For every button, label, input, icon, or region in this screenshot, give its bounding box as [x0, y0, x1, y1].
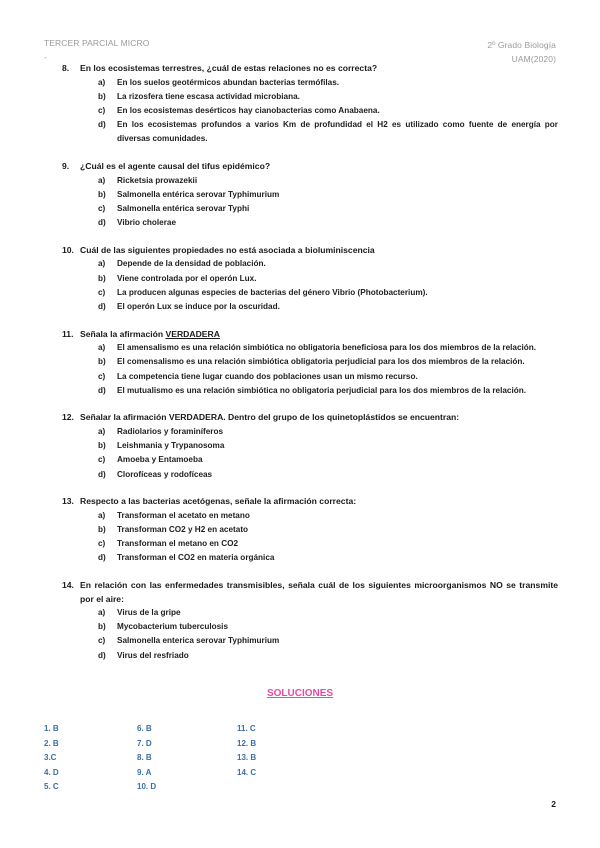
solution-item: 10. D	[137, 782, 157, 791]
question-stem-emphasis: VERDADERA	[165, 328, 220, 339]
header-university: UAM(2020)	[511, 54, 556, 64]
option	[98, 286, 558, 300]
option	[98, 174, 558, 188]
header-title: TERCER PARCIAL MICRO	[44, 38, 150, 48]
question-number: 11.	[62, 328, 74, 339]
option-letter: a)	[98, 77, 106, 87]
option-letter: d)	[98, 218, 106, 228]
page-number: 2	[551, 799, 556, 809]
question-number: 12.	[62, 412, 74, 423]
option-letter: c)	[98, 539, 106, 549]
solutions-column-2	[137, 722, 156, 795]
option-text: La rizosfera tiene escasa actividad microbiana.	[117, 91, 300, 101]
option-text: El amensalismo es una relación simbiótica no obligatoria beneficiosa para los dos miembros de la relación.	[117, 343, 537, 353]
option-letter: a)	[98, 426, 106, 436]
option-letter: a)	[98, 510, 106, 520]
option-letter: a)	[98, 343, 106, 353]
solution-item: 6. B	[137, 724, 152, 733]
option-text: El comensalismo es una relación simbiótica obligatoria perjudicial para los dos miembros de la relación.	[117, 357, 525, 367]
option-text: En los ecosistemas profundos a varios Km de profundidad el H2 es utilizado como fuente de energía por diversas comunidades.	[117, 120, 558, 144]
header-dash: -	[44, 52, 47, 62]
option-letter: c)	[98, 287, 106, 297]
option-text: Virus de la gripe	[117, 608, 181, 618]
question-number: 8.	[62, 63, 70, 73]
option-letter: c)	[98, 636, 106, 646]
solution-item: 3.C	[44, 753, 57, 762]
solution-item: 1. B	[44, 724, 59, 733]
option-letter: c)	[98, 455, 106, 465]
option	[98, 341, 558, 355]
option-letter: b)	[98, 91, 106, 101]
option-text: El mutualismo es una relación simbiótica no obligatoria perjudicial para los dos miembros de la relación.	[117, 385, 527, 395]
option	[98, 523, 558, 537]
option-letter: a)	[98, 259, 106, 269]
option-text: Virus del resfriado	[117, 650, 189, 660]
option	[98, 76, 558, 90]
option	[98, 370, 558, 384]
option-text: Transforman CO2 y H2 en acetato	[117, 524, 249, 534]
question-11	[62, 328, 558, 398]
option	[98, 649, 558, 663]
solutions-title: SOLUCIONES	[266, 688, 334, 699]
option-text: Depende de la densidad de población.	[117, 259, 266, 269]
option	[98, 384, 558, 398]
option-text: En los suelos geotérmicos abundan bacterias termófilas.	[117, 77, 340, 87]
question-number: 10.	[62, 244, 74, 255]
option	[98, 355, 558, 369]
option	[98, 606, 558, 620]
option-letter: d)	[98, 120, 106, 130]
option-letter: b)	[98, 357, 106, 367]
solutions-column-3	[237, 722, 256, 780]
question-8	[62, 62, 558, 147]
solutions-column-1	[44, 722, 59, 795]
question-stem: En relación con las enfermedades transmisibles, señala cuál de los siguientes microorganismos NO se transmite por el aire:	[80, 580, 558, 604]
option	[98, 634, 558, 648]
question-14	[62, 579, 558, 663]
option	[98, 188, 558, 202]
option-letter: d)	[98, 553, 106, 563]
option-letter: c)	[98, 105, 106, 115]
option-text: Amoeba y Entamoeba	[117, 455, 203, 465]
option-letter: d)	[98, 301, 106, 311]
option-text: Mycobacterium tuberculosis	[117, 622, 229, 632]
solution-item: 7. D	[137, 738, 152, 748]
question-number: 9.	[62, 161, 70, 172]
question-number: 13.	[62, 496, 74, 507]
option-text: Leishmania y Trypanosoma	[117, 441, 225, 451]
solution-item: 5. C	[44, 782, 59, 791]
option-letter: a)	[98, 608, 106, 618]
option	[98, 425, 558, 439]
option-letter: d)	[98, 469, 106, 479]
option	[98, 300, 558, 314]
option-text: El operón Lux se induce por la oscuridad.	[117, 301, 280, 311]
option-text: Salmonella entérica serovar Typhi	[117, 203, 250, 213]
question-12	[62, 411, 558, 481]
option-text: Vibrio cholerae	[117, 218, 177, 228]
option	[98, 551, 558, 565]
solution-item: 2. B	[44, 738, 59, 748]
question-stem	[80, 328, 558, 342]
solution-item: 4. D	[44, 767, 59, 777]
option-letter: b)	[98, 622, 106, 632]
option-letter: c)	[98, 371, 106, 381]
option-letter: b)	[98, 189, 106, 199]
solution-item: 12. B	[237, 738, 257, 748]
question-stem: Cuál de las siguientes propiedades no está asociada a bioluminiscencia	[80, 244, 375, 255]
question-stem: Señalar la afirmación VERDADERA. Dentro del grupo de los quinetoplástidos se encuentran:	[80, 412, 460, 423]
question-13	[62, 495, 558, 565]
option-text: Radiolarios y foraminíferos	[117, 426, 224, 436]
solution-item: 11. C	[237, 724, 256, 733]
option-letter: b)	[98, 524, 106, 534]
option	[98, 468, 558, 482]
solution-item: 14. C	[237, 767, 257, 777]
question-stem: Respecto a las bacterias acetógenas, señale la afirmación correcta:	[80, 496, 357, 507]
option-letter: c)	[98, 203, 106, 213]
option-text: Transforman el CO2 en materia orgánica	[117, 553, 275, 563]
option-text: Salmonella enterica serovar Typhimurium	[117, 636, 280, 646]
option-letter: b)	[98, 273, 106, 283]
question-stem: En los ecosistemas terrestres, ¿cuál de estas relaciones no es correcta?	[80, 63, 378, 73]
option	[98, 216, 558, 230]
option-letter: a)	[98, 175, 106, 185]
question-stem: ¿Cuál es el agente causal del tifus epidémico?	[80, 161, 271, 172]
option-text: Ricketsia prowazekii	[117, 175, 198, 185]
question-10	[62, 244, 558, 314]
option-letter: d)	[98, 385, 106, 395]
option	[98, 620, 558, 634]
option-text: Salmonella entérica serovar Typhimurium	[117, 189, 280, 199]
option	[98, 439, 558, 453]
option	[98, 509, 558, 523]
header-grade: 2º Grado Biología	[487, 40, 556, 50]
question-stem-prefix: Señala la afirmación	[80, 328, 166, 339]
questions-list	[62, 62, 558, 676]
option	[98, 104, 558, 118]
option	[98, 202, 558, 216]
option	[98, 453, 558, 467]
option-text: La competencia tiene lugar cuando dos poblaciones usan un mismo recurso.	[117, 371, 418, 381]
option-text: Transforman el acetato en metano	[117, 510, 250, 520]
question-number: 14.	[62, 580, 74, 591]
solution-item: 13. B	[237, 753, 257, 762]
option-text: En los ecosistemas desérticos hay cianobacterias como Anabaena.	[117, 105, 380, 115]
option	[98, 90, 558, 104]
question-9	[62, 160, 558, 230]
solution-item: 8. B	[137, 753, 152, 762]
option	[98, 537, 558, 551]
option	[98, 118, 558, 146]
option-text: Transforman el metano en CO2	[117, 539, 239, 549]
option-letter: d)	[98, 650, 106, 660]
option	[98, 257, 558, 271]
option-text: Viene controlada por el operón Lux.	[117, 273, 257, 283]
option-text: Clorofíceas y rodofíceas	[117, 469, 213, 479]
option-text: La producen algunas especies de bacterias del género Vibrio (Photobacterium).	[117, 287, 428, 297]
option	[98, 272, 558, 286]
solution-item: 9. A	[137, 767, 152, 777]
option-letter: b)	[98, 441, 106, 451]
